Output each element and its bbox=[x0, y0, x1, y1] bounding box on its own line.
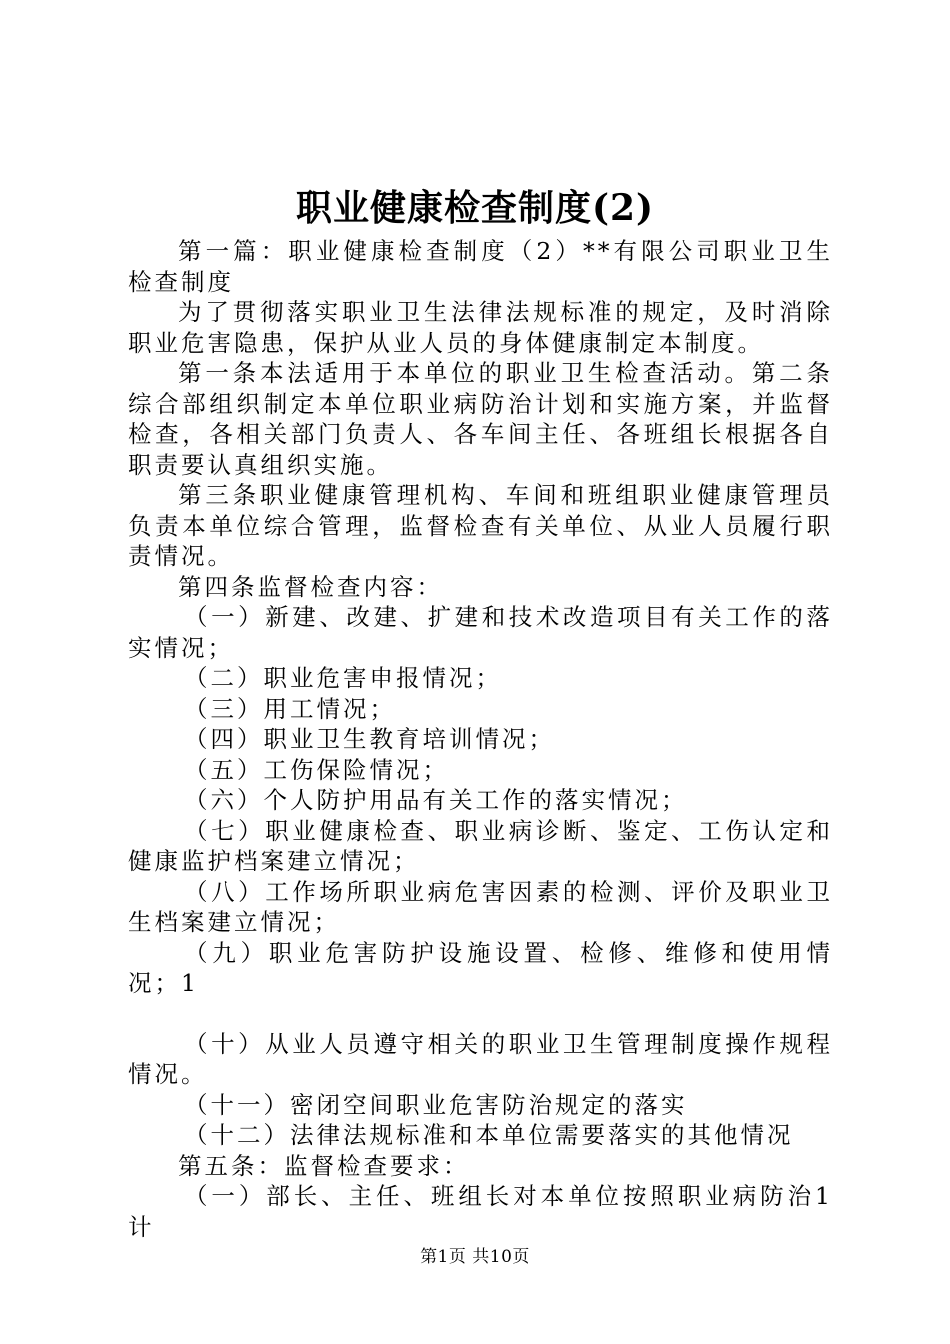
paragraph-6: 第五条：监督检查要求： bbox=[178, 1151, 470, 1180]
list-item-10: （十）从业人员遵守相关的职业卫生管理制度操作规程情况。 bbox=[128, 1029, 833, 1088]
paragraph-4: 第三条职业健康管理机构、车间和班组职业健康管理员负责本单位综合管理，监督检查有关单位、从业人员履行职责情况。 bbox=[128, 481, 833, 570]
requirement-item-1: （一）部长、主任、班组长对本单位按照职业病防治1计 bbox=[128, 1182, 833, 1241]
paragraph-2: 为了贯彻落实职业卫生法律法规标准的规定，及时消除职业危害隐患，保护从业人员的身体健康制定本制度。 bbox=[128, 298, 833, 357]
list-item-5: （五）工伤保险情况； bbox=[184, 755, 449, 784]
list-item-8: （八）工作场所职业病危害因素的检测、评价及职业卫生档案建立情况； bbox=[128, 877, 833, 936]
list-item-3: （三）用工情况； bbox=[184, 694, 396, 723]
list-item-4: （四）职业卫生教育培训情况； bbox=[184, 725, 555, 753]
page-footer: 第1页 共10页 bbox=[420, 1247, 530, 1267]
document-title: 职业健康检查制度(2) bbox=[295, 187, 655, 229]
paragraph-3: 第一条本法适用于本单位的职业卫生检查活动。第二条综合部组织制定本单位职业病防治计划和实施方案，并监督检查，各相关部门负责人、各车间主任、各班组长根据各自职责要认真组织实施。 bbox=[128, 359, 833, 479]
list-item-1: （一）新建、改建、扩建和技术改造项目有关工作的落实情况； bbox=[128, 603, 833, 662]
list-item-9: （九）职业危害防护设施设置、检修、维修和使用情况；1 bbox=[128, 938, 833, 997]
list-item-11: （十一）密闭空间职业危害防治规定的落实 bbox=[184, 1090, 688, 1119]
list-item-7: （七）职业健康检查、职业病诊断、鉴定、工伤认定和健康监护档案建立情况； bbox=[128, 816, 833, 875]
document-body bbox=[128, 236, 833, 1242]
list-item-2: （二）职业危害申报情况； bbox=[184, 664, 502, 692]
list-item-6: （六）个人防护用品有关工作的落实情况； bbox=[184, 786, 688, 814]
page-break-gap bbox=[128, 999, 833, 1029]
paragraph-1: 第一篇：职业健康检查制度（2）**有限公司职业卫生检查制度 bbox=[128, 237, 833, 296]
list-item-12: （十二）法律法规标准和本单位需要落实的其他情况 bbox=[184, 1121, 794, 1149]
paragraph-5: 第四条监督检查内容： bbox=[178, 572, 443, 601]
